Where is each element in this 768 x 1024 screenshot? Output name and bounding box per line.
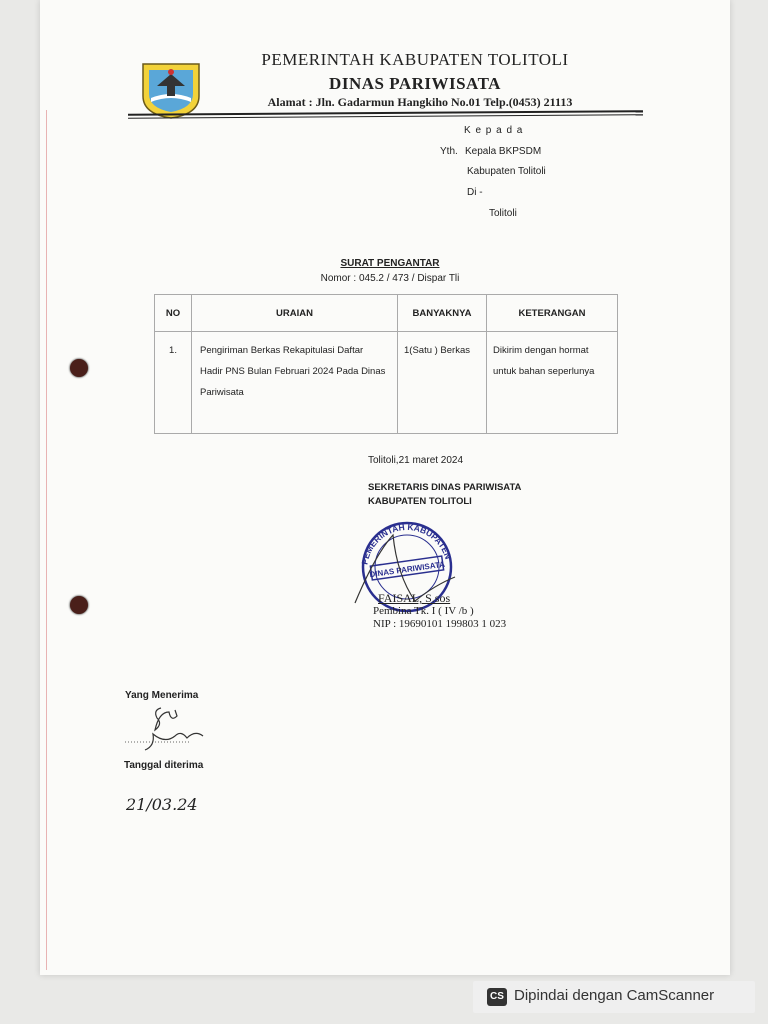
table-header-keterangan: KETERANGAN (487, 295, 618, 332)
table-row (155, 332, 618, 434)
cell-no: 1. (155, 332, 192, 434)
letterhead-address: Alamat : Jln. Gadarmun Hangkiho No.01 Telp.(0453) 21113 (267, 95, 573, 109)
handwritten-date: 21/03.24 (126, 795, 198, 814)
punch-hole-icon (70, 359, 88, 377)
recipient-line2: Kabupaten Tolitoli (467, 166, 546, 177)
stamp-inner-text: DINAS PARIWISATA (368, 559, 446, 580)
recipient-kepada: K e p a d a (464, 125, 524, 136)
receiver-signature-icon (125, 700, 215, 755)
received-date-label: Tanggal diterima (124, 760, 204, 771)
stamp-outer-text: PEMERINTAH KABUPATEN (359, 521, 454, 566)
scanner-watermark-text: Dipindai dengan CamScanner (514, 987, 715, 1004)
letter-title: SURAT PENGANTAR (340, 258, 440, 269)
cell-banyaknya: 1(Satu ) Berkas (398, 332, 487, 434)
letter-number: Nomor : 045.2 / 473 / Dispar Tli (320, 273, 460, 284)
margin-line (46, 110, 47, 970)
recipient-place: Tolitoli (489, 208, 517, 219)
regency-logo-icon (137, 60, 205, 120)
signer-position1: SEKRETARIS DINAS PARIWISATA (368, 482, 522, 493)
cell-keterangan: Dikirim dengan hormat untuk bahan seperlunya (487, 332, 618, 434)
table-header-banyaknya: BANYAKNYA (398, 295, 487, 332)
items-table (154, 294, 618, 434)
table-header-no: NO (155, 295, 192, 332)
signer-name: FAISAL, S.sos (378, 591, 451, 605)
camscanner-logo-icon: CS (487, 988, 507, 1006)
recipient-name: Kepala BKPSDM (465, 146, 542, 157)
letterhead-line2: DINAS PARIWISATA (329, 74, 501, 93)
signer-position2: KABUPATEN TOLITOLI (368, 496, 472, 507)
letterhead-line1: PEMERINTAH KABUPATEN TOLITOLI (261, 50, 569, 69)
cell-uraian: Pengiriman Berkas Rekapitulasi Daftar Hadir PNS Bulan Februari 2024 Pada Dinas Pariwisata (192, 332, 398, 434)
signer-rank: Pembina Tk. I ( IV /b ) (373, 605, 474, 617)
svg-text:PEMERINTAH KABUPATEN (359, 522, 453, 565)
place-date: Tolitoli,21 maret 2024 (368, 455, 464, 466)
table-header-uraian: URAIAN (192, 295, 398, 332)
received-by-label: Yang Menerima (125, 690, 199, 701)
table-header-row (155, 295, 618, 332)
recipient-di: Di - (467, 187, 483, 198)
punch-hole-icon (70, 596, 88, 614)
signer-nip: NIP : 19690101 199803 1 023 (373, 618, 507, 630)
recipient-yth: Yth. (440, 146, 458, 157)
